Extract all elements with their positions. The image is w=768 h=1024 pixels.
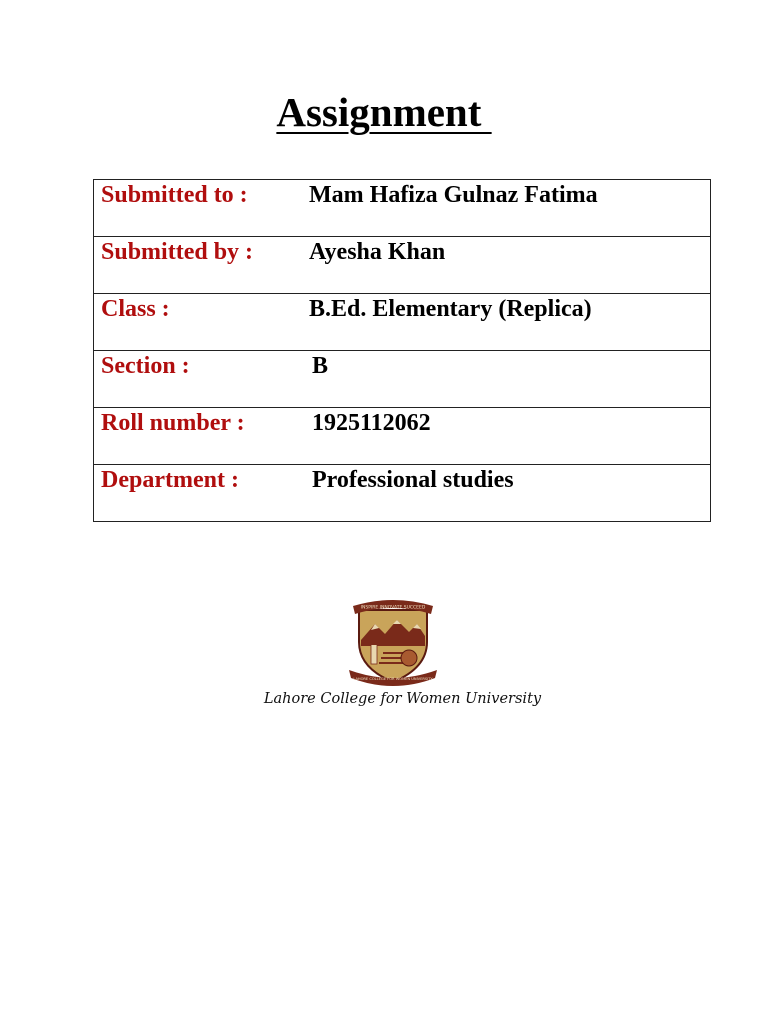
- table-row: [94, 180, 711, 237]
- roll-number-label: Roll number :: [94, 408, 308, 465]
- class-value: B.Ed. Elementary (Replica): [307, 294, 711, 351]
- department-value: Professional studies: [307, 465, 711, 522]
- submitted-to-label: Submitted to :: [94, 180, 308, 237]
- crest-motto: INSPIRE INNOVATE SUCCEED: [360, 605, 426, 611]
- table-row: [94, 465, 711, 522]
- university-crest-icon: [345, 596, 441, 688]
- document-title: [0, 88, 768, 136]
- class-label: Class :: [94, 294, 308, 351]
- table-row: [94, 237, 711, 294]
- university-name: Lahore College for Women University: [263, 691, 542, 707]
- table-row: [94, 294, 711, 351]
- submitted-by-label: Submitted by :: [94, 237, 308, 294]
- submission-info-table: [93, 179, 711, 522]
- submitted-by-value: Ayesha Khan: [307, 237, 711, 294]
- department-label: Department :: [94, 465, 308, 522]
- section-value: B: [307, 351, 711, 408]
- crest-banner-text: LAHORE COLLEGE FOR WOMEN UNIVERSITY: [353, 677, 433, 681]
- submitted-to-value: Mam Hafiza Gulnaz Fatima: [307, 180, 711, 237]
- table-row: [94, 351, 711, 408]
- roll-number-value: 1925112062: [307, 408, 711, 465]
- title-text: Assignment: [276, 89, 492, 135]
- section-label: Section :: [94, 351, 308, 408]
- table-row: [94, 408, 711, 465]
